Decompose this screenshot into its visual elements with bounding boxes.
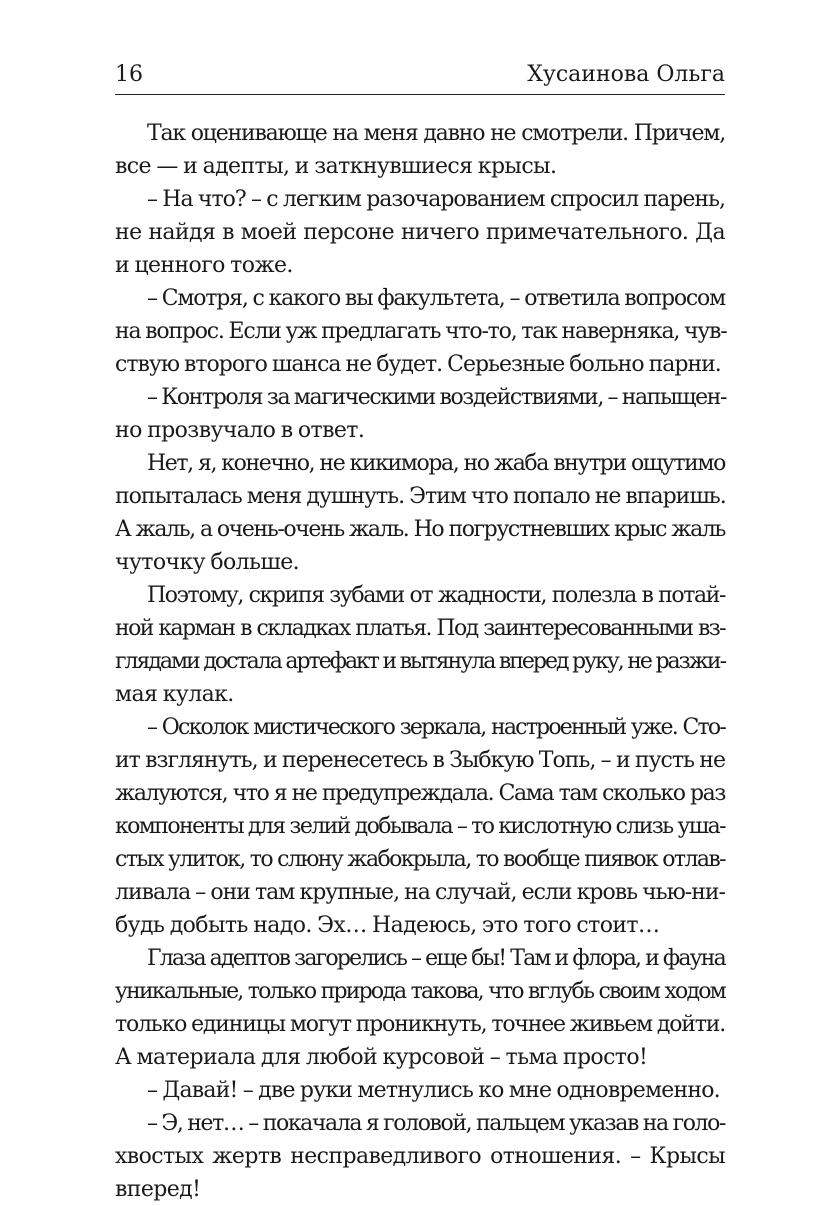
text-line: попыталась меня душнуть. Этим что попало не впаришь.: [115, 484, 726, 510]
text-line: уникальные, только природа такова, что вглубь своим ходом: [115, 979, 725, 1005]
text-line: Так оценивающе на меня давно не смотрели. Причем,: [147, 121, 725, 147]
text-line: жалуются, что я не предупреждала. Сама там сколько раз: [115, 781, 725, 807]
text-line: Глаза адептов загорелись – еще бы! Там и флора, и фауна: [147, 946, 725, 972]
text-line: Нет, я, конечно, не кикимора, но жаба внутри ощутимо: [147, 451, 725, 477]
text-line: будь добыть надо. Эх… Надеюсь, это того стоит…: [115, 913, 660, 939]
text-line: – Смотря, с какого вы факультета, – ответила вопросом: [147, 286, 725, 312]
text-line: ит взглянуть, и перенесетесь в Зыбкую Топь, – и пусть не: [115, 748, 725, 774]
running-header: [115, 62, 725, 95]
text-line: чуточку больше.: [115, 550, 300, 576]
text-line: – На что? – с легким разочарованием спросил парень,: [147, 187, 725, 213]
text-line: глядами достала артефакт и вытянула вперед руку, не разжи-: [115, 649, 725, 675]
text-line: стых улиток, то слюну жабокрыла, то вообще пиявок отлав-: [115, 847, 725, 873]
text-line: – Контроля за магическими воздействиями, – напыщен-: [147, 385, 727, 411]
text-line: мая кулак.: [115, 682, 234, 708]
text-line: ствую второго шанса не будет. Серьезные больно парни.: [115, 352, 721, 378]
book-page: [115, 62, 725, 1206]
text-line: но прозвучало в ответ.: [115, 418, 365, 444]
text-line: – Давай! – две руки метнулись ко мне одновременно.: [147, 1078, 720, 1104]
text-line: ливала – они там крупные, на случай, если кровь чью-ни-: [115, 880, 725, 906]
text-line: не найдя в моей персоне ничего примечательного. Да: [115, 220, 725, 246]
text-line: компоненты для зелий добывала – то кислотную слизь уша-: [115, 814, 725, 840]
text-line: и ценного тоже.: [115, 253, 293, 279]
text-line: только единицы могут проникнуть, точнее живьем дойти.: [115, 1012, 725, 1038]
body-text: [115, 117, 725, 1206]
author-name: Хусаинова Ольга: [527, 62, 725, 87]
text-line: хвостых жертв несправедливого отношения. – Крысы: [115, 1144, 725, 1170]
text-line: на вопрос. Если уж предлагать что-то, так наверняка, чув-: [115, 319, 727, 345]
text-line: Поэтому, скрипя зубами от жадности, полезла в потай-: [147, 583, 725, 609]
text-line: – Э, нет… – покачала я головой, пальцем указав на голо-: [147, 1111, 725, 1137]
page-number: 16: [115, 62, 143, 87]
text-line: вперед!: [115, 1177, 201, 1203]
text-line: А материала для любой курсовой – тьма просто!: [115, 1045, 648, 1071]
text-line: ной карман в складках платья. Под заинтересованными вз-: [115, 616, 725, 642]
text-line: – Осколок мистического зеркала, настроенный уже. Сто-: [147, 715, 725, 741]
text-line: все — и адепты, и заткнувшиеся крысы.: [115, 154, 557, 180]
text-line: А жаль, а очень-очень жаль. Но погрустневших крыс жаль: [115, 517, 725, 543]
